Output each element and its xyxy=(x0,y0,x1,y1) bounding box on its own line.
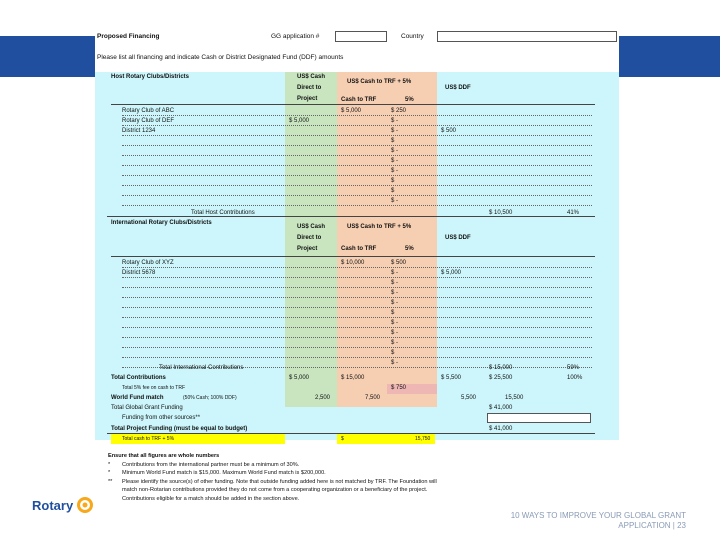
project-funding-value: $ 41,000 xyxy=(489,426,513,432)
row-line xyxy=(122,165,592,166)
total-trf: $ 15,000 xyxy=(341,375,365,381)
intl-row-name[interactable]: District 5678 xyxy=(122,270,156,276)
row-line xyxy=(122,155,592,156)
intl-row-fee: $ - xyxy=(391,280,399,286)
proposed-financing-label: Proposed Financing xyxy=(97,33,160,40)
wf-trf: 7,500 xyxy=(365,395,381,401)
host-row-fee: $ xyxy=(391,188,395,194)
host-row-name[interactable]: Rotary Club of ABC xyxy=(122,108,175,114)
host-total-label: Total Host Contributions xyxy=(191,210,255,216)
host-section-label: Host Rotary Clubs/Districts xyxy=(111,74,190,80)
note-mark: * xyxy=(108,461,111,468)
host-row-fee: $ - xyxy=(391,128,399,134)
col-header-trf: US$ Cash to TRF + 5% xyxy=(347,79,412,85)
row-line xyxy=(122,185,592,186)
instruction-text: Please list all financing and indicate Cash or District Designated Fund (DDF) amounts xyxy=(97,54,344,61)
fee-value: $ 750 xyxy=(391,385,407,391)
host-row-fee: $ 250 xyxy=(391,108,407,114)
row-line xyxy=(122,297,592,298)
col-header-ddf: US$ DDF xyxy=(445,235,471,241)
row-line xyxy=(122,125,592,126)
gg-application-input[interactable] xyxy=(335,31,387,42)
country-label: Country xyxy=(401,33,424,40)
intl-row-fee: $ - xyxy=(391,300,399,306)
row-line xyxy=(122,327,592,328)
row-line xyxy=(122,175,592,176)
note-mark: ** xyxy=(108,478,113,485)
wf-cash: 2,500 xyxy=(315,395,331,401)
host-total-value: $ 10,500 xyxy=(489,210,513,216)
intl-section-label: International Rotary Clubs/Districts xyxy=(111,220,212,226)
intl-row-fee: $ - xyxy=(391,330,399,336)
host-row-fee: $ xyxy=(391,178,395,184)
total-contributions-label: Total Contributions xyxy=(111,375,166,381)
col-header-fee: 5% xyxy=(405,97,414,103)
notes-heading: Ensure that all figures are whole numbers xyxy=(108,453,220,459)
footer-line1: 10 WAYS TO IMPROVE YOUR GLOBAL GRANT xyxy=(510,511,686,520)
host-row-name[interactable]: Rotary Club of DEF xyxy=(122,118,175,124)
total-contributions-value: $ 25,500 xyxy=(489,375,513,381)
col-header-cash: Direct to xyxy=(297,235,322,241)
row-line xyxy=(122,145,592,146)
row-line xyxy=(122,357,592,358)
intl-row-fee: $ 500 xyxy=(391,260,407,266)
other-sources-input[interactable] xyxy=(487,413,591,423)
note-item xyxy=(108,478,448,504)
note-text: Contributions from the international partner must be a minimum of 30%. xyxy=(122,461,300,468)
col-header-cash: US$ Cash xyxy=(297,224,326,230)
col-header-trf-cash: Cash to TRF xyxy=(341,97,377,103)
intl-total-value: $ 15,000 xyxy=(489,365,513,371)
row-line xyxy=(122,135,592,136)
note-text: Minimum World Fund match is $15,000. Maximum World Fund match is $200,000. xyxy=(122,470,326,477)
intl-row-ddf[interactable]: $ 5,000 xyxy=(441,270,462,276)
col-header-ddf: US$ DDF xyxy=(445,85,471,91)
gg-funding-value: $ 41,000 xyxy=(489,405,513,411)
row-line xyxy=(122,317,592,318)
trf-total-dollar: $ xyxy=(341,436,344,442)
fee-label: Total 5% fee on cash to TRF xyxy=(122,385,185,391)
notes xyxy=(108,452,448,504)
note-item xyxy=(108,469,448,478)
brand-name: Rotary xyxy=(32,497,74,513)
total-cash: $ 5,000 xyxy=(289,375,310,381)
host-row-trf[interactable]: $ 5,000 xyxy=(341,108,362,114)
intl-row-fee: $ xyxy=(391,310,395,316)
intl-total-label: Total International Contributions xyxy=(159,365,244,371)
col-header-trf-cash: Cash to TRF xyxy=(341,246,377,252)
row-line xyxy=(122,337,592,338)
intl-row-trf[interactable]: $ 10,000 xyxy=(341,260,365,266)
trf-total-value: 15,750 xyxy=(415,436,431,442)
host-row-fee: $ - xyxy=(391,118,399,124)
intl-row-fee: $ - xyxy=(391,270,399,276)
divider xyxy=(111,256,595,257)
rotary-wheel-icon xyxy=(76,496,94,514)
intl-row-name[interactable]: Rotary Club of XYZ xyxy=(122,260,174,266)
row-line xyxy=(122,307,592,308)
row-line xyxy=(122,115,592,116)
note-text: Please identify the source(s) of other funding. Note that outside funding added here is not matched by TRF. The Foundation will match non-Rotarian contributions provided they do not come from a cooperating organization or a beneficiary of the project. Contributions eligible for a match should be added in the section above. xyxy=(122,478,437,502)
row-line xyxy=(122,195,592,196)
world-fund-label: World Fund match xyxy=(111,395,164,401)
note-mark: * xyxy=(108,470,111,477)
intl-row-fee: $ - xyxy=(391,340,399,346)
host-row-fee: $ - xyxy=(391,198,399,204)
col-header-trf: US$ Cash to TRF + 5% xyxy=(347,224,412,230)
col-header-cash: Project xyxy=(297,246,318,252)
wf-ddf: 5,500 xyxy=(461,395,477,401)
total-contributions-pct: 100% xyxy=(567,375,583,381)
footer-line2: APPLICATION | 23 xyxy=(618,521,686,530)
host-row-fee: $ - xyxy=(391,168,399,174)
row-line xyxy=(122,267,592,268)
col-header-fee: 5% xyxy=(405,246,414,252)
row-line xyxy=(122,287,592,288)
financing-worksheet xyxy=(95,26,619,444)
other-sources-label: Funding from other sources** xyxy=(122,415,201,421)
intl-row-fee: $ - xyxy=(391,290,399,296)
row-line xyxy=(122,347,592,348)
project-funding-label: Total Project Funding (must be equal to budget) xyxy=(111,426,248,432)
host-row-ddf[interactable]: $ 500 xyxy=(441,128,457,134)
gg-application-label: GG application # xyxy=(271,33,320,40)
host-row-cash[interactable]: $ 5,000 xyxy=(289,118,310,124)
divider xyxy=(107,216,595,217)
col-header-cash: Project xyxy=(297,96,318,102)
intl-row-fee: $ xyxy=(391,350,395,356)
host-row-name[interactable]: District 1234 xyxy=(122,128,156,134)
host-row-fee: $ xyxy=(391,138,395,144)
host-total-pct: 41% xyxy=(567,210,580,216)
rotary-logo xyxy=(32,496,94,514)
host-row-fee: $ - xyxy=(391,148,399,154)
footer xyxy=(511,511,686,531)
col-header-cash: Direct to xyxy=(297,85,322,91)
note-item xyxy=(108,461,448,470)
col-header-cash: US$ Cash xyxy=(297,74,326,80)
country-input[interactable] xyxy=(437,31,617,42)
intl-total-pct: 59% xyxy=(567,365,580,371)
world-fund-note: (50% Cash; 100% DDF) xyxy=(183,395,237,401)
host-row-fee: $ - xyxy=(391,158,399,164)
total-ddf: $ 5,500 xyxy=(441,375,462,381)
row-line xyxy=(122,277,592,278)
intl-row-fee: $ - xyxy=(391,320,399,326)
intl-row-fee: $ - xyxy=(391,360,399,366)
wf-total: 15,500 xyxy=(505,395,524,401)
divider xyxy=(111,104,595,105)
gg-funding-label: Total Global Grant Funding xyxy=(111,405,183,411)
row-line xyxy=(122,205,592,206)
trf-total-label: Total cash to TRF + 5% xyxy=(122,436,175,442)
